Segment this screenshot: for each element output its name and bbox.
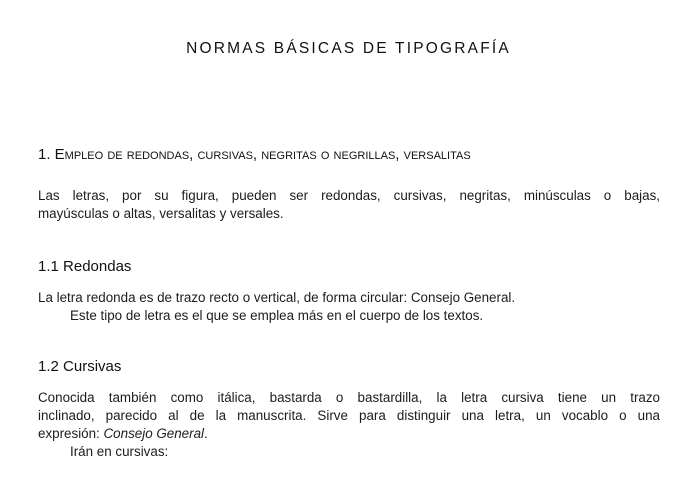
section-1-intro-paragraph <box>38 187 660 223</box>
paragraph-line: La letra redonda es de trazo recto o vertical, de forma circular: Consejo General. <box>38 290 516 305</box>
paragraph-line: Conocida también como itálica, bastarda o bastardilla, la letra cursiva tiene un trazo <box>38 390 660 405</box>
paragraph-line: mayúsculas o altas, versalitas y versales. <box>38 206 284 221</box>
expression-suffix: . <box>204 426 208 441</box>
section-1-1-heading: 1.1 Redondas <box>38 258 132 275</box>
paragraph-line: inclinado, parecido al de la manuscrita. Sirve para distinguir una letra, un vocablo o una <box>38 408 660 423</box>
section-1-2-heading: 1.2 Cursivas <box>38 358 122 375</box>
paragraph-line-indented: Este tipo de letra es el que se emplea más en el cuerpo de los textos. <box>70 308 484 323</box>
expression-prefix: expresión: <box>38 426 104 441</box>
section-1-1-paragraph <box>38 289 660 325</box>
paragraph-line: Las letras, por su figura, pueden ser redondas, cursivas, negritas, minúsculas o bajas, <box>38 188 660 203</box>
section-1-heading: 1. Empleo de redondas, cursivas, negritas o negrillas, versalitas <box>38 146 471 163</box>
paragraph-line-indented: Irán en cursivas: <box>70 444 169 459</box>
italic-example: Consejo General <box>103 426 205 441</box>
paragraph-line <box>38 425 660 443</box>
document-title: NORMAS BÁSICAS DE TIPOGRAFÍA <box>186 40 511 57</box>
section-1-2-paragraph <box>38 389 660 461</box>
